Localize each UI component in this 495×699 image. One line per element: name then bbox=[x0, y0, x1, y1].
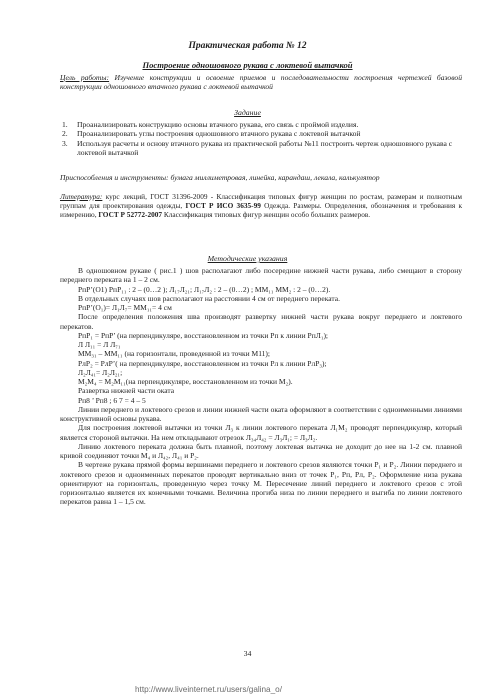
literature-text: Одежда. Размеры. Определения, обозначения и требования к измерению, bbox=[60, 201, 462, 220]
body-paragraph: Развертка нижней части оката bbox=[78, 386, 175, 396]
page-number: 34 bbox=[243, 649, 252, 658]
literature-paragraph bbox=[60, 192, 462, 220]
body-paragraph: РпР’(О1) РпР₁₁ : 2 – (0…2 ); Л₁₇Л₂₁; Л₁₇Л₂ : 2 – (0…2) ; ММ₁₁ ММ₂ : 2 – (0…2). bbox=[78, 284, 331, 294]
body-paragraph: В одношовном рукаве ( рис.1 ) шов располагают либо посередине нижней части рукава, либо смещают в сторону переднего переката на 1 – 2 см. bbox=[60, 266, 462, 285]
body-paragraph: Для построения локтевой вытачки из точки Л₃ к линии локтевого переката Л₁М₂ проводят перпендикуляр, который является стороной вытачки. На нем откладывают отрезок Л₃₄Л₄₂ = Л₃Л₁; = Л₃Л₂. bbox=[60, 423, 462, 442]
literature-standard: ГОСТ Р ИСО 3635-99 bbox=[185, 201, 261, 211]
body-paragraph: Рп8 ’ Рп8 ; 6 7 = 4 – 5 bbox=[78, 395, 146, 405]
goal-text: Изучение конструкции и освоение приемов и последовательности построения чертежей базовой конструкции одношовного втачного рукава с локтевой вытачкой bbox=[60, 73, 462, 92]
goal-paragraph bbox=[60, 73, 462, 91]
body-paragraph: РпР’(О₁)= Л₁Л₇= ММ₁₁= 4 см bbox=[78, 303, 172, 312]
task-number: 3. bbox=[62, 138, 68, 148]
task-text: Проанализировать конструкцию основы втачного рукава, его связь с проймой изделия. bbox=[77, 120, 359, 129]
task-text: Используя расчеты и основу втачного рукава из практической работы №11 построить чертеж одношовного рукава с локтевой вытачкой bbox=[77, 138, 453, 157]
body-paragraph: Линии переднего и локтевого срезов и линии нижней части оката оформляют в соответствии с одноименными линиями конструктивной основы рукава. bbox=[60, 404, 462, 423]
task-list bbox=[62, 120, 462, 157]
body-paragraph: М₂М₄ = М₂М₁₁(на перпендикуляре, восстановленном из точки М₂). bbox=[78, 377, 293, 386]
page-subtitle: Построение одношовного рукава с локтевой вытачкой bbox=[142, 60, 353, 70]
method-heading: Методические указания bbox=[207, 254, 288, 263]
body-paragraph: После определения положения шва производят развертку нижней части рукава вокруг переднего и локтевого перекатов. bbox=[60, 312, 462, 331]
body-paragraph: РпР₁ = РпР’ (на перпендикуляре, восстановленном из точки Рп к линии РпЛ₁); bbox=[78, 330, 329, 340]
task-item bbox=[62, 139, 462, 158]
body-paragraph: Линию локтевого переката должна быть плавной, поэтому локтевая вытачка не доходит до нее на 1-2 см. плавной кривой соединяют точки М₄ и Л₄₂, Л₄₁ и Р₂. bbox=[60, 441, 462, 460]
literature-text: курс лекций, ГОСТ 31396-2009 - Классификация типовых фигур женщин по ростам, размерам и полнотным группам для проектирования одежды, bbox=[60, 192, 462, 211]
task-heading: Задание bbox=[234, 108, 261, 117]
method-body bbox=[60, 266, 462, 507]
tools-paragraph: Приспособления и инструменты: бумага миллиметровая, линейка, карандаш, лекала, калькулятор bbox=[60, 173, 380, 182]
page-title: Практическая работа № 12 bbox=[188, 41, 307, 51]
body-paragraph: В чертеже рукава прямой формы вершинами переднего и локтевого срезов являются точки Р₁ и Р₂. Линии переднего и локтевого срезов и одноименных перекатов проводят вертикально вниз от точек Р₁, Рп, Рл, Р₂. Оформление низа рукава ориентируют на горизонталь, проведенную через точку М. Пересечение линий переднего и локтевого срезов с этой горизонталью является их конечными точками. Величина прогиба низа по линии переднего и выгиба по линии локтевого перекатов равна 1 – 1,5 см. bbox=[60, 460, 462, 507]
watermark-url: http://www.liveinternet.ru/users/galina_o/ bbox=[135, 685, 282, 694]
task-text: Проанализировать углы построения одношовного втачного рукава с локтевой вытачкой bbox=[77, 129, 361, 139]
task-number: 1. bbox=[62, 120, 68, 129]
body-paragraph: В отдельных случаях шов располагают на расстоянии 4 см от переднего переката. bbox=[78, 293, 340, 303]
task-item bbox=[62, 120, 462, 129]
literature-label: Литература: bbox=[60, 192, 103, 201]
goal-label: Цель работы: bbox=[60, 73, 110, 82]
literature-text: Классификация типовых фигур женщин особо больших размеров. bbox=[162, 210, 371, 220]
body-paragraph: ММ₃₁ – ММ₁₁ (на горизонтали, проведенной из точки М11); bbox=[78, 349, 270, 359]
body-paragraph: РлР₂ = РлР’( на перпендикуляре, восстановленном из точки Рл к линии РлР₃); bbox=[78, 358, 327, 368]
body-paragraph: Л₂Л₄₁= Л₂Л₂₁; bbox=[78, 367, 123, 377]
literature-standard: ГОСТ Р 52772-2007 bbox=[98, 210, 163, 220]
task-number: 2. bbox=[62, 129, 68, 139]
task-item bbox=[62, 129, 462, 138]
body-paragraph: Л Л₁₁ = Л Л₇₁ bbox=[78, 340, 121, 349]
